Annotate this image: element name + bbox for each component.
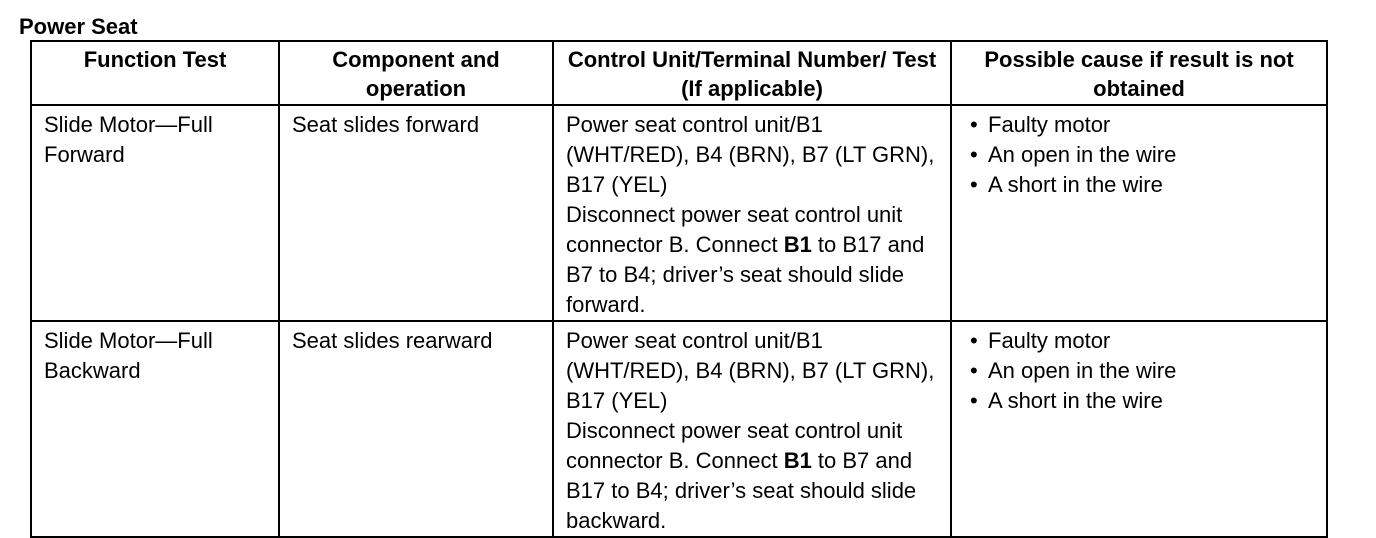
header-control-unit: Control Unit/Terminal Number/ Test (If applicable) — [553, 41, 951, 105]
control-unit-cell — [553, 105, 951, 321]
possible-cause-cell — [951, 321, 1327, 537]
test-procedure-text: Disconnect power seat control unit connector B. Connect — [566, 202, 903, 257]
cause-list — [964, 110, 1316, 200]
cause-item: • A short in the wire — [964, 386, 1316, 416]
terminal-b1: B1 — [783, 448, 812, 473]
test-procedure-text: to B17 and B7 to B4; driver’s seat should slide forward. — [566, 232, 925, 317]
test-procedure-text: Disconnect power seat control unit connector B. Connect — [566, 418, 903, 473]
header-possible-cause: Possible cause if result is not obtained — [951, 41, 1327, 105]
operation-cell: Seat slides rearward — [279, 321, 553, 537]
terminal-b1: B1 — [783, 232, 812, 257]
cause-item: • A short in the wire — [964, 170, 1316, 200]
control-unit-terminals: Power seat control unit/B1 (WHT/RED), B4 (BRN), B7 (LT GRN), B17 (YEL) — [566, 328, 935, 413]
control-unit-cell — [553, 321, 951, 537]
cause-item: • Faulty motor — [964, 110, 1316, 140]
header-component-operation: Component and operation — [279, 41, 553, 105]
cause-item: • An open in the wire — [964, 140, 1316, 170]
table-row — [31, 321, 1327, 537]
test-procedure — [566, 200, 940, 320]
function-test-cell: Slide Motor—Full Forward — [31, 105, 279, 321]
table-header-row — [31, 41, 1327, 105]
control-unit-terminals: Power seat control unit/B1 (WHT/RED), B4 (BRN), B7 (LT GRN), B17 (YEL) — [566, 112, 935, 197]
header-function-test: Function Test — [31, 41, 279, 105]
possible-cause-cell — [951, 105, 1327, 321]
operation-cell: Seat slides forward — [279, 105, 553, 321]
function-test-cell: Slide Motor—Full Backward — [31, 321, 279, 537]
section-title: Power Seat — [19, 14, 138, 39]
cause-list — [964, 326, 1316, 416]
test-procedure-text: to B7 and B17 to B4; driver’s seat should slide backward. — [566, 448, 917, 533]
test-procedure — [566, 416, 940, 536]
cause-item: • An open in the wire — [964, 356, 1316, 386]
table-row — [31, 105, 1327, 321]
cause-item: • Faulty motor — [964, 326, 1316, 356]
power-seat-table — [30, 40, 1328, 538]
